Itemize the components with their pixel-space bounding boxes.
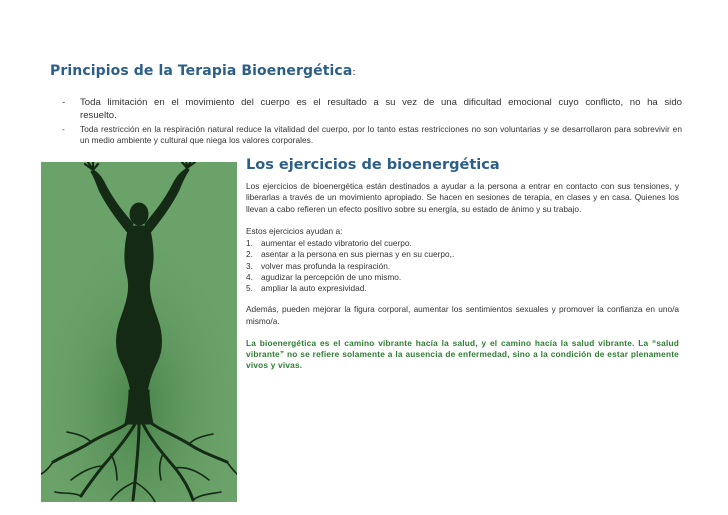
- principle-item: [62, 124, 682, 146]
- list-number: 2.: [246, 249, 253, 260]
- exercises-section: [246, 157, 679, 383]
- intro-paragraph: Los ejercicios de bioenergética están destinados a ayudar a la persona a entrar en contacto con sus tensiones, y liberarlas a través de un movimiento apropiado. Se hacen en sesiones de terapia, en clases y en casa. Quienes los llevan a cabo refieren un efecto positivo sobre su energía, su estado de ánimo y su trabajo.: [246, 181, 679, 214]
- tree-person-illustration: [41, 162, 237, 502]
- list-item-text: ampliar la auto expresividad.: [261, 283, 367, 293]
- list-item: [246, 249, 679, 260]
- additional-paragraph: Además, pueden mejorar la figura corporal, aumentar los sentimientos sexuales y promover la confianza en uno/a mismo/a.: [246, 304, 679, 326]
- highlight-paragraph: La bioenergética es el camino vibrante hacía la salud, y el camino hacía la salud vibrante. La “salud vibrante” no se refiere solamente a la ausencia de enfermedad, sino a la condición de estar plenamente vivos y vivas.: [246, 337, 679, 371]
- list-number: 3.: [246, 260, 253, 271]
- list-intro: Estos ejercicios ayudan a:: [246, 225, 343, 236]
- benefits-list: [246, 238, 679, 294]
- list-item-text: volver mas profunda la respiración.: [261, 260, 391, 271]
- page-title-colon: :: [352, 67, 356, 78]
- tree-person-silhouette-icon: [41, 162, 237, 502]
- bullet-dash: -: [62, 97, 66, 108]
- list-item-text: asentar a la persona en sus piernas y en su cuerpo,.: [261, 249, 455, 260]
- list-number: 4.: [246, 271, 253, 282]
- list-item: [246, 283, 679, 294]
- section-title: Los ejercicios de bioenergética: [246, 157, 500, 173]
- principle-text: Toda restricción en la respiración natural reduce la vitalidad del cuerpo, por lo tanto estas restricciones no son voluntarias y se desarrollaron para sobrevivir en un medio ambiente y cultural que niega los valores corporales.: [80, 124, 682, 145]
- list-item-text: agudizar la percepción de uno mismo.: [261, 271, 402, 282]
- principle-text: Toda limitación en el movimiento del cuerpo es el resultado a su vez de una dificultad emocional cuyo conflicto, no ha sido resuelto.: [80, 97, 682, 121]
- list-item: [246, 238, 679, 249]
- page-title-text: Principios de la Terapia Bioenergética: [50, 63, 353, 79]
- list-number: 1.: [246, 238, 253, 249]
- list-item: [246, 261, 679, 272]
- principles-list: [62, 96, 682, 148]
- principle-item: [62, 96, 682, 122]
- bullet-dash: -: [62, 124, 65, 134]
- list-item-text: aumentar el estado vibratorio del cuerpo.: [261, 238, 412, 249]
- list-number: 5.: [246, 283, 253, 293]
- page-title: [50, 63, 356, 79]
- list-item: [246, 272, 679, 283]
